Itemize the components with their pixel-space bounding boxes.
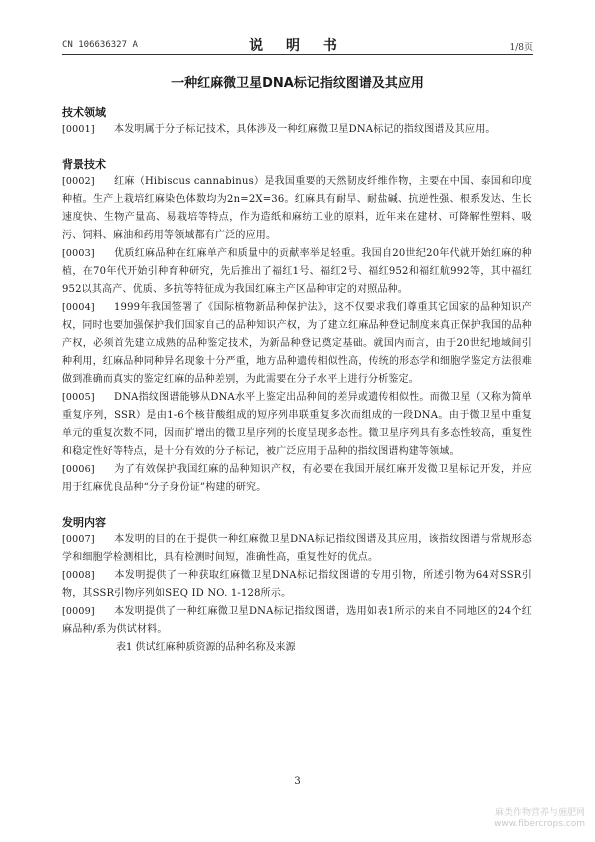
paragraph-text: 红麻（Hibiscus cannabinus）是我国重要的天然韧皮纤维作物，主要在中国、泰国和印度种植。生产上栽培红麻染色体数均为2n=2X=36。红麻具有耐旱、耐盐碱、抗逆性强、根系发达、生长速度快、生物产量高、易栽培等特点，作为造纸和麻纺工业的原料，近年来在建材、可降解性塑料、吸污、饲料、麻油和药用等领域都有广泛的应用。 <box>62 176 532 241</box>
paragraph-text: 为了有效保护我国红麻的品种知识产权，有必要在我国开展红麻开发微卫星标记开发，并应用于红麻优良品种“分子身份证”构建的研究。 <box>62 464 532 493</box>
section-heading-summary: 发明内容 <box>62 516 106 529</box>
paragraph-number: [0004] <box>62 302 95 313</box>
watermark-site-name: 麻类作物营养与施肥网 <box>494 808 585 818</box>
paragraph-text: 本发明属于分子标记技术，具体涉及一种红麻微卫星DNA标记的指纹图谱及其应用。 <box>114 124 496 135</box>
paragraph-text: DNA指纹图谱能够从DNA水平上鉴定出品种间的差异或遗传相似性。而微卫星（又称为简单重复序列，SSR）是由1-6个核苷酸组成的短序列串联重复多次而组成的一段DNA。由于微卫星中重复单元的重复次数不同，因而扩增出的微卫星序列的长度呈现多态性。微卫星序列具有多态性较高，重复性和稳定性好等特点，是十分有效的分子标记，被广泛应用于品种的指纹图谱构建等领域。 <box>62 392 532 457</box>
document-body <box>62 104 532 657</box>
watermark-url: www.fibercrops.com <box>494 819 585 829</box>
paragraph-number: [0001] <box>62 124 95 135</box>
table-caption: 表1 供试红麻种质资源的品种名称及来源 <box>116 642 296 653</box>
paragraph-text: 本发明提供了一种获取红麻微卫星DNA标记指纹图谱的专用引物，所述引物为64对SSR引物，其SSR引物序列如SEQ ID NO. 1-128所示。 <box>62 570 532 599</box>
page-number: 3 <box>294 776 301 787</box>
publication-number: CN 106636327 A <box>62 40 138 50</box>
paragraph-text: 优质红麻品种在红麻单产和质量中的贡献率举足轻重。我国自20世纪20年代就开始红麻的种植，在70年代开始引种育种研究，先后推出了福红1号、福红2号、福红952和福红航992等，其中福红952以其高产、优质、多抗等特征成为我国红麻主产区品种审定的对照品种。 <box>62 248 532 295</box>
paragraph <box>62 173 532 245</box>
paragraph-number: [0006] <box>62 464 95 475</box>
page-header <box>62 36 533 55</box>
paragraph <box>62 121 532 139</box>
paragraph-text: 本发明提供了一种红麻微卫星DNA标记指纹图谱，选用如表1所示的来自不同地区的24个红麻品种/系为供试材料。 <box>62 606 532 635</box>
paragraph-number: [0002] <box>62 176 95 187</box>
paragraph <box>62 461 532 497</box>
paragraph-number: [0003] <box>62 248 95 259</box>
paragraph-text: 本发明的目的在于提供一种红麻微卫星DNA标记指纹图谱及其应用，该指纹图谱与常规形态学和细胞学检测相比，具有检测时间短，准确性高，重复性好的优点。 <box>62 534 532 563</box>
document-type: 说 明 书 <box>249 38 346 54</box>
paragraph-text: 1999年我国签署了《国际植物新品种保护法》，这不仅要求我们尊重其它国家的品种知识产权，同时也要加强保护我们国家自己的品种知识产权，为了建立红麻品种登记制度来真正保护我国的品种产权，必须首先建立成熟的品种鉴定技术，为新品种登记奠定基础。就国内而言，由于20世纪地域间引种利用，红麻品种同种异名现象十分严重，地方品种遗传相似性高，传统的形态学和细胞学鉴定方法很难做到准确而真实的鉴定红麻的品种差别，为此需要在分子水平上进行分析鉴定。 <box>62 302 532 385</box>
paragraph <box>62 389 532 461</box>
document-title: 一种红麻微卫星DNA标记指纹图谱及其应用 <box>171 76 424 91</box>
paragraph-number: [0007] <box>62 534 95 545</box>
paragraph-number: [0009] <box>62 606 95 617</box>
paragraph <box>62 603 532 639</box>
paragraph-number: [0008] <box>62 570 95 581</box>
paragraph <box>62 245 532 299</box>
paragraph-number: [0005] <box>62 392 95 403</box>
section-heading-tech-field: 技术领域 <box>62 106 106 119</box>
section-heading-background: 背景技术 <box>62 158 106 171</box>
paragraph <box>62 567 532 603</box>
page-indicator: 1/8页 <box>509 43 533 53</box>
site-watermark <box>494 808 585 830</box>
paragraph <box>62 299 532 389</box>
paragraph <box>62 531 532 567</box>
